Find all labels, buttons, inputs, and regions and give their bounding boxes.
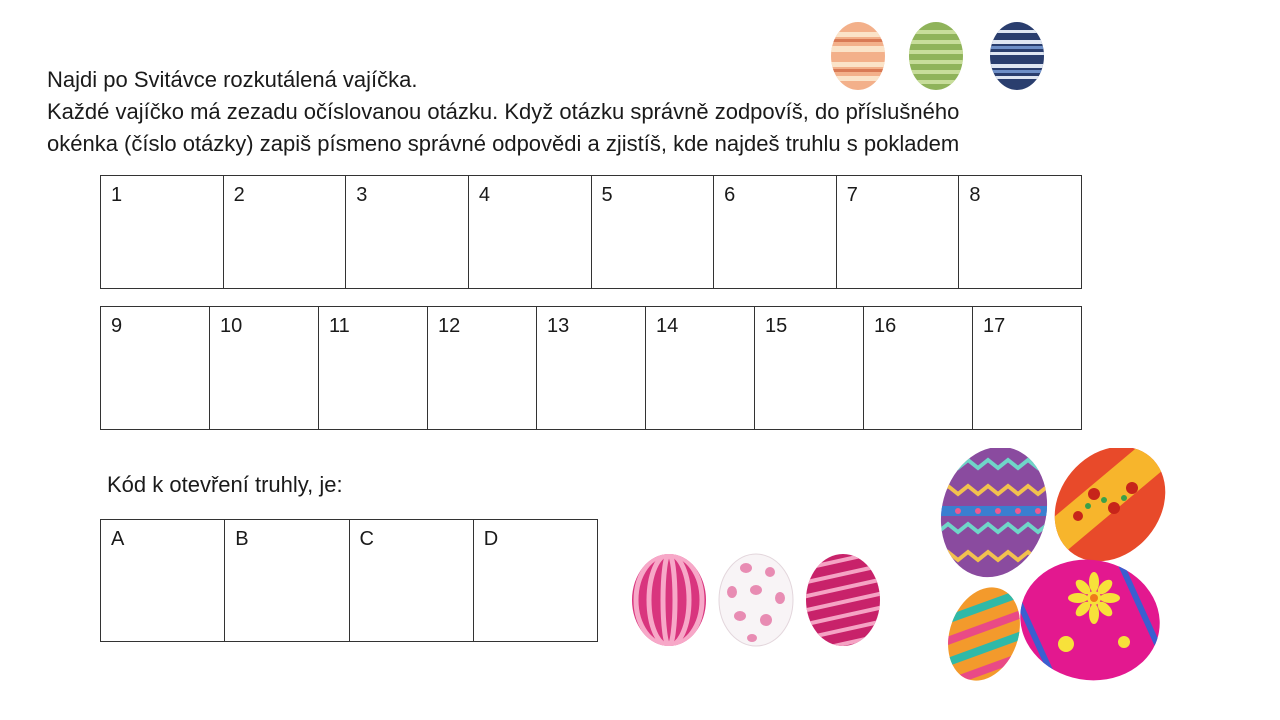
answer-cell[interactable]: 11 [319, 307, 428, 430]
pink-striped-egg-icon [632, 554, 706, 646]
answer-cell[interactable]: 6 [714, 176, 837, 289]
answer-grid-row-2 [100, 306, 1082, 430]
code-cell[interactable]: C [350, 520, 474, 642]
instruction-line-2: Každé vajíčko má zezadu očíslovanou otázku. Když otázku správně zodpovíš, do příslušného [47, 99, 960, 124]
answer-cell[interactable]: 15 [755, 307, 864, 430]
blue-striped-egg-icon [986, 22, 1050, 90]
answer-grid-row-1 [100, 175, 1082, 289]
code-cell[interactable]: D [474, 520, 598, 642]
code-cell[interactable]: A [101, 520, 225, 642]
answer-cell[interactable]: 16 [864, 307, 973, 430]
instructions [47, 64, 959, 160]
answer-cell[interactable]: 4 [469, 176, 592, 289]
magenta-striped-egg-icon [798, 550, 884, 650]
answer-cell[interactable]: 10 [210, 307, 319, 430]
code-label: Kód k otevření truhly, je: [107, 472, 343, 497]
bottom-eggs [628, 550, 884, 650]
green-striped-egg-icon [906, 22, 970, 90]
answer-cell[interactable]: 1 [101, 176, 224, 289]
answer-cell[interactable]: 2 [224, 176, 347, 289]
answer-cell[interactable]: 17 [973, 307, 1082, 430]
answer-cell[interactable]: 13 [537, 307, 646, 430]
answer-cell[interactable]: 8 [959, 176, 1082, 289]
white-dotted-egg-icon [719, 554, 793, 646]
answer-cell[interactable]: 12 [428, 307, 537, 430]
magenta-floral-egg-icon [1008, 549, 1169, 688]
code-grid [100, 519, 598, 642]
colorful-egg-cluster [938, 448, 1174, 688]
purple-zigzag-egg-icon [938, 448, 1061, 589]
answer-cell[interactable]: 7 [837, 176, 960, 289]
orange-striped-egg-icon [826, 22, 890, 90]
answer-cell[interactable]: 3 [346, 176, 469, 289]
instruction-line-1: Najdi po Svitávce rozkutálená vajíčka. [47, 67, 418, 92]
answer-cell[interactable]: 5 [592, 176, 715, 289]
top-eggs [826, 18, 1054, 94]
answer-cell[interactable]: 14 [646, 307, 755, 430]
instruction-line-3: okénka (číslo otázky) zapiš písmeno správné odpovědi a zjistíš, kde najdeš truhlu s pokladem [47, 131, 960, 156]
answer-cell[interactable]: 9 [101, 307, 210, 430]
code-cell[interactable]: B [225, 520, 349, 642]
